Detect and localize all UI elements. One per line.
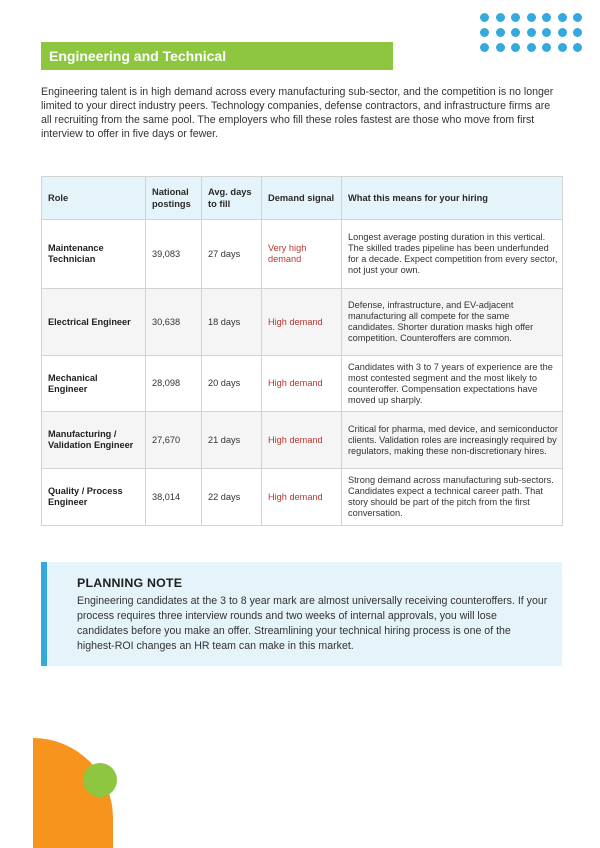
days-cell: 20 days [202, 356, 262, 412]
dot-icon [480, 28, 489, 37]
days-cell: 21 days [202, 412, 262, 469]
dot-grid-decoration [480, 13, 590, 55]
table-header-row [42, 177, 563, 220]
days-cell: 18 days [202, 289, 262, 356]
dot-icon [558, 13, 567, 22]
meaning-cell: Critical for pharma, med device, and semiconductor clients. Validation roles are increasingly required by regulators, making these non-discretionary hires. [342, 412, 563, 469]
postings-cell: 38,014 [146, 469, 202, 526]
dot-icon [480, 43, 489, 52]
dot-icon [480, 13, 489, 22]
table-row [42, 469, 563, 526]
meaning-cell: Longest average posting duration in this vertical. The skilled trades pipeline has been underfunded for a decade. Expect competition from every sector, not just your own. [342, 220, 563, 289]
role-cell: Quality / Process Engineer [42, 469, 146, 526]
dot-icon [496, 13, 505, 22]
planning-note-callout [41, 562, 562, 666]
dot-icon [527, 28, 536, 37]
meaning-cell: Strong demand across manufacturing sub-sectors. Candidates expect a technical career path. That story should be part of the pitch from the first conversation. [342, 469, 563, 526]
demand-cell: High demand [262, 289, 342, 356]
dot-icon [542, 13, 551, 22]
demand-cell: High demand [262, 469, 342, 526]
days-cell: 22 days [202, 469, 262, 526]
postings-cell: 30,638 [146, 289, 202, 356]
dot-icon [558, 43, 567, 52]
planning-note-body: Engineering candidates at the 3 to 8 year mark are almost universally receiving counteroffers. If your process requires three interview rounds and two weeks of internal approvals, you will lose candidates before you make an offer. Streamlining your technical hiring process is one of the highest-ROI changes an HR team can make in this market. [77, 595, 548, 652]
dot-icon [573, 13, 582, 22]
section-title: Engineering and Technical [41, 42, 393, 70]
dot-icon [496, 43, 505, 52]
intro-paragraph: Engineering talent is in high demand across every manufacturing sub-sector, and the competition is no longer limited to your direct industry peers. Technology companies, defense contractors, and infrastructure firms are all recruiting from the same pool. The employers who fill these roles fastest are those who move from first interview to offer in five days or fewer. [41, 86, 554, 140]
header-demand-signal: Demand signal [262, 177, 342, 220]
postings-cell: 27,670 [146, 412, 202, 469]
dot-icon [542, 28, 551, 37]
role-cell: Electrical Engineer [42, 289, 146, 356]
postings-cell: 28,098 [146, 356, 202, 412]
dot-icon [511, 13, 520, 22]
planning-note-title: PLANNING NOTE [77, 576, 183, 590]
header-days-to-fill: Avg. days to fill [202, 177, 262, 220]
dot-icon [527, 13, 536, 22]
demand-cell: Very high demand [262, 220, 342, 289]
dot-icon [573, 28, 582, 37]
dot-icon [558, 28, 567, 37]
days-cell: 27 days [202, 220, 262, 289]
dot-icon [511, 28, 520, 37]
header-postings: National postings [146, 177, 202, 220]
hiring-table [41, 176, 563, 526]
table-row [42, 356, 563, 412]
role-cell: Mechanical Engineer [42, 356, 146, 412]
meaning-cell: Defense, infrastructure, and EV-adjacent manufacturing all compete for the same candidates. Shorter duration masks high offer competition. Counteroffers are common. [342, 289, 563, 356]
header-meaning: What this means for your hiring [342, 177, 563, 220]
header-role: Role [42, 177, 146, 220]
dot-icon [527, 43, 536, 52]
green-circle-decoration [83, 763, 117, 797]
demand-cell: High demand [262, 356, 342, 412]
postings-cell: 39,083 [146, 220, 202, 289]
role-cell: Maintenance Technician [42, 220, 146, 289]
meaning-cell: Candidates with 3 to 7 years of experience are the most contested segment and the most likely to counteroffer. Compensation expectations have moved up sharply. [342, 356, 563, 412]
role-cell: Manufacturing / Validation Engineer [42, 412, 146, 469]
table-row [42, 220, 563, 289]
corner-decoration [0, 738, 140, 848]
dot-icon [496, 28, 505, 37]
table-row [42, 412, 563, 469]
dot-icon [573, 43, 582, 52]
dot-icon [511, 43, 520, 52]
table-row [42, 289, 563, 356]
demand-cell: High demand [262, 412, 342, 469]
dot-icon [542, 43, 551, 52]
